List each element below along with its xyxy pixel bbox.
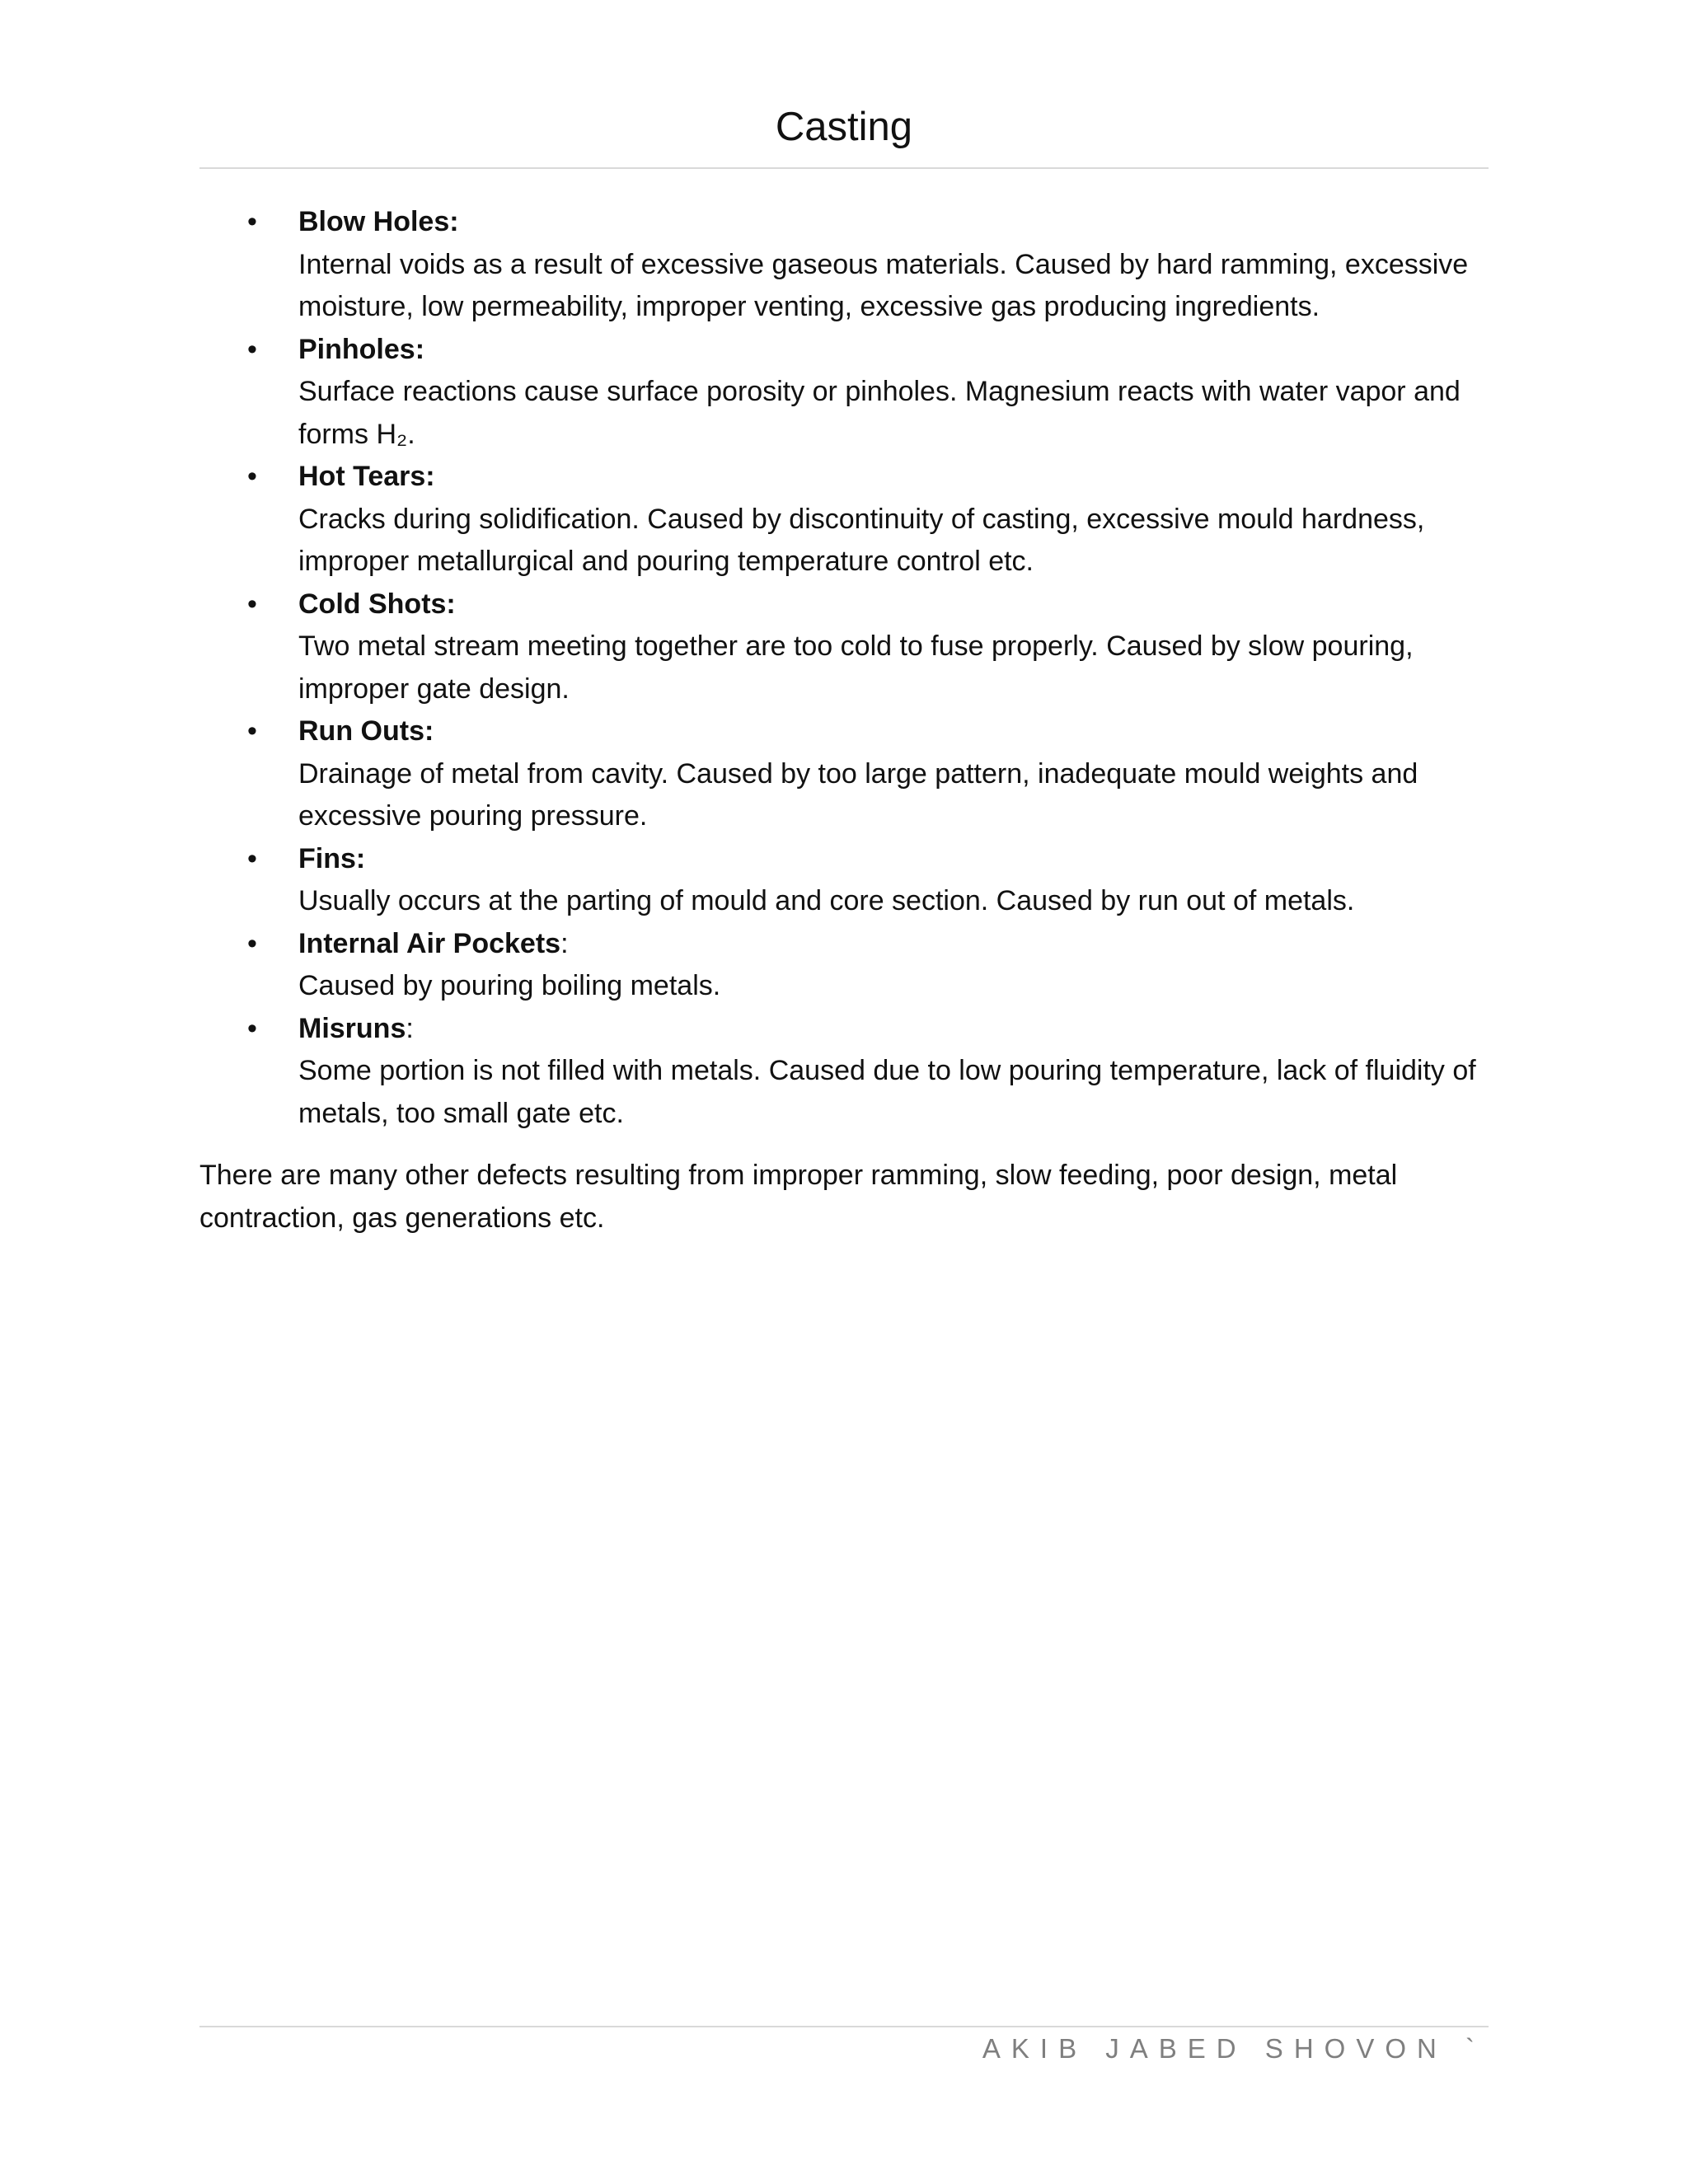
defect-term-suffix: : <box>406 1012 414 1044</box>
list-item <box>199 456 1490 583</box>
defect-description: Cracks during solidification. Caused by discontinuity of casting, excessive mould hardness, improper metallurgical and pouring temperature control etc. <box>298 503 1425 577</box>
list-item <box>199 1008 1490 1136</box>
page-title: Casting <box>775 105 913 149</box>
defect-term-suffix: : <box>560 927 569 959</box>
defect-term: Internal Air Pockets <box>298 927 561 959</box>
defect-description: Surface reactions cause surface porosity or pinholes. Magnesium reacts with water vapor and forms H₂. <box>298 376 1461 450</box>
defect-term: Misruns <box>298 1012 406 1044</box>
closing-paragraph: There are many other defects resulting from improper ramming, slow feeding, poor design, metal contraction, gas generations etc. <box>199 1160 1398 1234</box>
bullet-icon: • <box>247 927 257 959</box>
header-divider <box>199 167 1489 169</box>
list-item <box>199 201 1490 329</box>
bullet-icon: • <box>247 206 257 237</box>
defects-list <box>199 201 1490 1135</box>
defect-term: Hot Tears: <box>298 461 435 492</box>
defect-term: Blow Holes: <box>298 206 459 237</box>
defect-term: Cold Shots: <box>298 588 456 620</box>
bullet-icon: • <box>247 588 257 620</box>
defect-description: Internal voids as a result of excessive gaseous materials. Caused by hard ramming, excessive moisture, low permeability, improper venting, excessive gas producing ingredients. <box>298 248 1469 322</box>
defect-description: Caused by pouring boiling metals. <box>298 970 721 1001</box>
bullet-icon: • <box>247 461 257 492</box>
list-item <box>199 583 1490 711</box>
bullet-icon: • <box>247 715 257 747</box>
bullet-icon: • <box>247 1012 257 1044</box>
page-content <box>199 201 1490 1268</box>
footer-author: AKIB JABED SHOVON ` <box>982 2033 1485 2064</box>
bullet-icon: • <box>247 333 257 365</box>
bullet-icon: • <box>247 842 257 874</box>
defect-term: Run Outs: <box>298 715 434 747</box>
defect-term: Pinholes: <box>298 333 425 365</box>
list-item <box>199 838 1490 923</box>
defect-description: Two metal stream meeting together are too cold to fuse properly. Caused by slow pouring, improper gate design. <box>298 630 1414 705</box>
list-item <box>199 710 1490 838</box>
list-item <box>199 923 1490 1008</box>
list-item <box>199 329 1490 457</box>
footer-divider <box>199 2026 1489 2027</box>
defect-description: Usually occurs at the parting of mould and core section. Caused by run out of metals. <box>298 885 1355 916</box>
defect-description: Drainage of metal from cavity. Caused by too large pattern, inadequate mould weights and excessive pouring pressure. <box>298 757 1418 832</box>
defect-description: Some portion is not filled with metals. Caused due to low pouring temperature, lack of fluidity of metals, too small gate etc. <box>298 1055 1476 1129</box>
defect-term: Fins: <box>298 842 366 874</box>
